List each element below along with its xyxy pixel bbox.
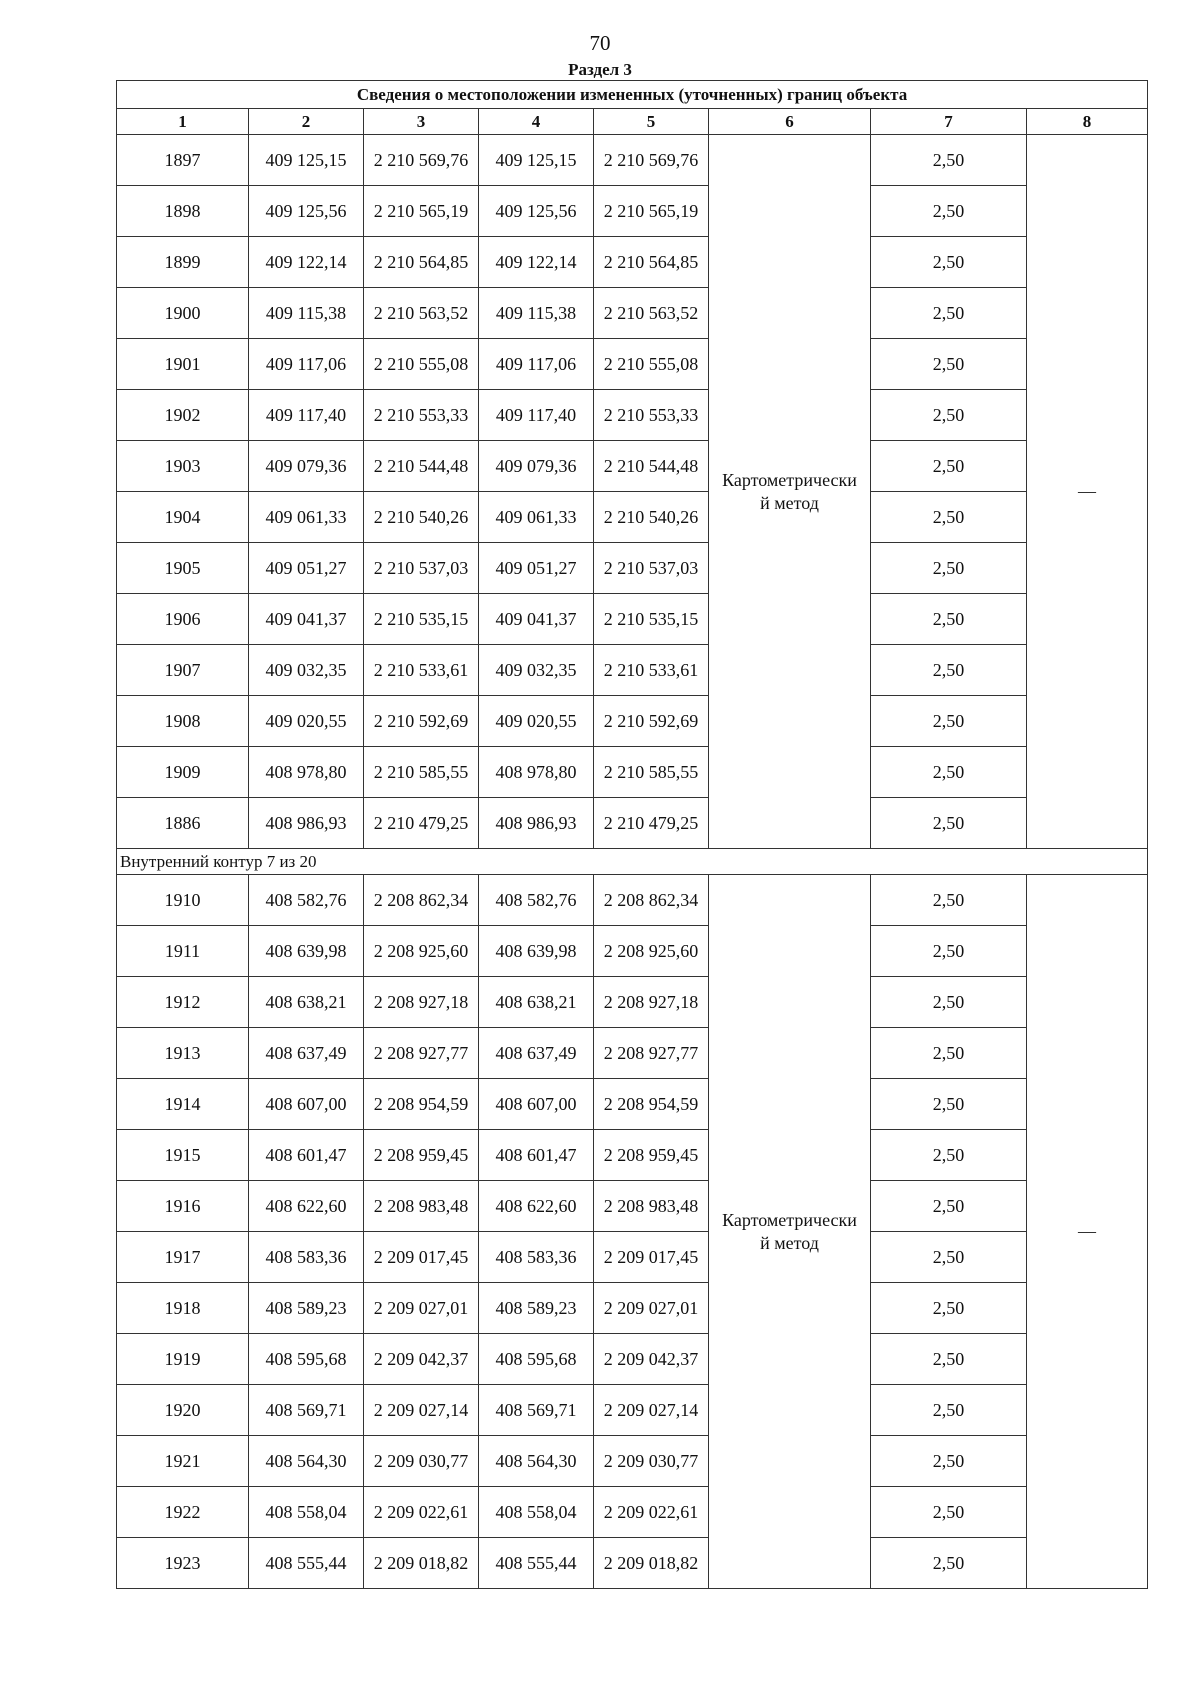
- x-new-cell: 408 555,44: [479, 1538, 594, 1589]
- y-new-cell: 2 210 592,69: [594, 696, 709, 747]
- contour-label: Внутренний контур 7 из 20: [117, 849, 1148, 875]
- point-number-cell: 1916: [117, 1181, 249, 1232]
- method-cell: [709, 135, 871, 849]
- x-old-cell: 409 032,35: [249, 645, 364, 696]
- y-new-cell: 2 209 042,37: [594, 1334, 709, 1385]
- y-old-cell: 2 210 564,85: [364, 237, 479, 288]
- accuracy-cell: 2,50: [871, 441, 1027, 492]
- y-old-cell: 2 210 535,15: [364, 594, 479, 645]
- contour-row: [117, 849, 1148, 875]
- accuracy-cell: 2,50: [871, 1334, 1027, 1385]
- x-old-cell: 408 595,68: [249, 1334, 364, 1385]
- y-new-cell: 2 210 564,85: [594, 237, 709, 288]
- y-new-cell: 2 210 537,03: [594, 543, 709, 594]
- y-old-cell: 2 209 027,01: [364, 1283, 479, 1334]
- table-row: [117, 1130, 1148, 1181]
- x-new-cell: 409 117,06: [479, 339, 594, 390]
- accuracy-cell: 2,50: [871, 696, 1027, 747]
- point-number-cell: 1908: [117, 696, 249, 747]
- x-new-cell: 408 978,80: [479, 747, 594, 798]
- x-new-cell: 409 117,40: [479, 390, 594, 441]
- x-old-cell: 408 607,00: [249, 1079, 364, 1130]
- column-header: 3: [364, 109, 479, 135]
- accuracy-cell: 2,50: [871, 1028, 1027, 1079]
- x-old-cell: 408 564,30: [249, 1436, 364, 1487]
- accuracy-cell: 2,50: [871, 1232, 1027, 1283]
- x-old-cell: 409 117,06: [249, 339, 364, 390]
- x-new-cell: 409 125,56: [479, 186, 594, 237]
- accuracy-cell: 2,50: [871, 543, 1027, 594]
- boundary-coordinates-table: [116, 80, 1148, 1589]
- point-number-cell: 1897: [117, 135, 249, 186]
- table-row: [117, 645, 1148, 696]
- table-row: [117, 390, 1148, 441]
- x-new-cell: 408 601,47: [479, 1130, 594, 1181]
- y-old-cell: 2 209 042,37: [364, 1334, 479, 1385]
- y-new-cell: 2 209 022,61: [594, 1487, 709, 1538]
- method-text: Картометрически: [722, 469, 857, 490]
- x-old-cell: 408 978,80: [249, 747, 364, 798]
- column-8-cell: —: [1027, 135, 1148, 849]
- y-new-cell: 2 208 983,48: [594, 1181, 709, 1232]
- y-new-cell: 2 208 927,77: [594, 1028, 709, 1079]
- y-old-cell: 2 210 555,08: [364, 339, 479, 390]
- method-text: й метод: [760, 492, 819, 513]
- y-new-cell: 2 210 535,15: [594, 594, 709, 645]
- table-row: [117, 288, 1148, 339]
- y-old-cell: 2 208 862,34: [364, 875, 479, 926]
- accuracy-cell: 2,50: [871, 1436, 1027, 1487]
- point-number-cell: 1919: [117, 1334, 249, 1385]
- table-row: [117, 1232, 1148, 1283]
- x-old-cell: 409 125,56: [249, 186, 364, 237]
- accuracy-cell: 2,50: [871, 1385, 1027, 1436]
- x-new-cell: 409 041,37: [479, 594, 594, 645]
- x-new-cell: 408 607,00: [479, 1079, 594, 1130]
- y-old-cell: 2 210 565,19: [364, 186, 479, 237]
- point-number-cell: 1901: [117, 339, 249, 390]
- accuracy-cell: 2,50: [871, 1079, 1027, 1130]
- x-new-cell: 408 589,23: [479, 1283, 594, 1334]
- table-row: [117, 875, 1148, 926]
- y-old-cell: 2 210 479,25: [364, 798, 479, 849]
- column-header: 4: [479, 109, 594, 135]
- x-old-cell: 408 569,71: [249, 1385, 364, 1436]
- table-row: [117, 747, 1148, 798]
- accuracy-cell: 2,50: [871, 645, 1027, 696]
- y-new-cell: 2 210 555,08: [594, 339, 709, 390]
- x-old-cell: 409 115,38: [249, 288, 364, 339]
- y-new-cell: 2 209 017,45: [594, 1232, 709, 1283]
- accuracy-cell: 2,50: [871, 1487, 1027, 1538]
- x-old-cell: 408 986,93: [249, 798, 364, 849]
- point-number-cell: 1903: [117, 441, 249, 492]
- x-old-cell: 408 601,47: [249, 1130, 364, 1181]
- accuracy-cell: 2,50: [871, 135, 1027, 186]
- column-header: 8: [1027, 109, 1148, 135]
- y-new-cell: 2 208 925,60: [594, 926, 709, 977]
- point-number-cell: 1905: [117, 543, 249, 594]
- accuracy-cell: 2,50: [871, 747, 1027, 798]
- point-number-cell: 1902: [117, 390, 249, 441]
- accuracy-cell: 2,50: [871, 492, 1027, 543]
- y-old-cell: 2 209 027,14: [364, 1385, 479, 1436]
- table-row: [117, 135, 1148, 186]
- accuracy-cell: 2,50: [871, 798, 1027, 849]
- point-number-cell: 1923: [117, 1538, 249, 1589]
- y-new-cell: 2 209 030,77: [594, 1436, 709, 1487]
- accuracy-cell: 2,50: [871, 1181, 1027, 1232]
- table-row: [117, 1181, 1148, 1232]
- y-new-cell: 2 210 533,61: [594, 645, 709, 696]
- column-header: 1: [117, 109, 249, 135]
- table-row: [117, 1538, 1148, 1589]
- table-row: [117, 1283, 1148, 1334]
- x-old-cell: 408 582,76: [249, 875, 364, 926]
- page-number: 70: [589, 31, 611, 55]
- point-number-cell: 1918: [117, 1283, 249, 1334]
- y-old-cell: 2 209 018,82: [364, 1538, 479, 1589]
- table-row: [117, 696, 1148, 747]
- y-new-cell: 2 208 862,34: [594, 875, 709, 926]
- table-row: [117, 1385, 1148, 1436]
- table-row: [117, 186, 1148, 237]
- y-old-cell: 2 210 592,69: [364, 696, 479, 747]
- x-old-cell: 408 583,36: [249, 1232, 364, 1283]
- x-new-cell: 408 564,30: [479, 1436, 594, 1487]
- point-number-cell: 1917: [117, 1232, 249, 1283]
- column-header: 6: [709, 109, 871, 135]
- y-old-cell: 2 210 585,55: [364, 747, 479, 798]
- x-old-cell: 408 555,44: [249, 1538, 364, 1589]
- accuracy-cell: 2,50: [871, 288, 1027, 339]
- x-old-cell: 409 122,14: [249, 237, 364, 288]
- y-old-cell: 2 208 954,59: [364, 1079, 479, 1130]
- y-old-cell: 2 210 569,76: [364, 135, 479, 186]
- y-old-cell: 2 209 030,77: [364, 1436, 479, 1487]
- point-number-cell: 1909: [117, 747, 249, 798]
- x-old-cell: 408 622,60: [249, 1181, 364, 1232]
- table-row: [117, 339, 1148, 390]
- table-row: [117, 492, 1148, 543]
- accuracy-cell: 2,50: [871, 594, 1027, 645]
- column-header: 5: [594, 109, 709, 135]
- accuracy-cell: 2,50: [871, 1538, 1027, 1589]
- y-old-cell: 2 210 537,03: [364, 543, 479, 594]
- table-row: [117, 1334, 1148, 1385]
- accuracy-cell: 2,50: [871, 1130, 1027, 1181]
- y-new-cell: 2 210 565,19: [594, 186, 709, 237]
- column-header: 7: [871, 109, 1027, 135]
- point-number-cell: 1914: [117, 1079, 249, 1130]
- point-number-cell: 1922: [117, 1487, 249, 1538]
- point-number-cell: 1907: [117, 645, 249, 696]
- y-new-cell: 2 210 544,48: [594, 441, 709, 492]
- point-number-cell: 1921: [117, 1436, 249, 1487]
- y-old-cell: 2 210 563,52: [364, 288, 479, 339]
- x-old-cell: 408 637,49: [249, 1028, 364, 1079]
- y-new-cell: 2 209 027,01: [594, 1283, 709, 1334]
- accuracy-cell: 2,50: [871, 237, 1027, 288]
- table-body: [117, 81, 1148, 1589]
- table-row: [117, 798, 1148, 849]
- y-new-cell: 2 208 954,59: [594, 1079, 709, 1130]
- y-new-cell: 2 210 563,52: [594, 288, 709, 339]
- accuracy-cell: 2,50: [871, 875, 1027, 926]
- point-number-cell: 1898: [117, 186, 249, 237]
- accuracy-cell: 2,50: [871, 1283, 1027, 1334]
- y-old-cell: 2 209 017,45: [364, 1232, 479, 1283]
- y-new-cell: 2 210 540,26: [594, 492, 709, 543]
- x-new-cell: 408 637,49: [479, 1028, 594, 1079]
- x-new-cell: 408 569,71: [479, 1385, 594, 1436]
- y-old-cell: 2 208 927,18: [364, 977, 479, 1028]
- x-new-cell: 408 986,93: [479, 798, 594, 849]
- x-new-cell: 408 638,21: [479, 977, 594, 1028]
- x-new-cell: 409 122,14: [479, 237, 594, 288]
- accuracy-cell: 2,50: [871, 390, 1027, 441]
- y-old-cell: 2 210 540,26: [364, 492, 479, 543]
- x-old-cell: 409 041,37: [249, 594, 364, 645]
- accuracy-cell: 2,50: [871, 977, 1027, 1028]
- y-new-cell: 2 209 018,82: [594, 1538, 709, 1589]
- x-new-cell: 409 061,33: [479, 492, 594, 543]
- point-number-cell: 1915: [117, 1130, 249, 1181]
- table-row: [117, 1079, 1148, 1130]
- point-number-cell: 1906: [117, 594, 249, 645]
- table-row: [117, 1028, 1148, 1079]
- x-old-cell: 409 125,15: [249, 135, 364, 186]
- accuracy-cell: 2,50: [871, 926, 1027, 977]
- y-old-cell: 2 209 022,61: [364, 1487, 479, 1538]
- x-old-cell: 408 639,98: [249, 926, 364, 977]
- x-new-cell: 409 079,36: [479, 441, 594, 492]
- accuracy-cell: 2,50: [871, 339, 1027, 390]
- y-old-cell: 2 208 983,48: [364, 1181, 479, 1232]
- method-text: й метод: [760, 1232, 819, 1253]
- x-new-cell: 409 032,35: [479, 645, 594, 696]
- x-new-cell: 408 583,36: [479, 1232, 594, 1283]
- x-new-cell: 409 051,27: [479, 543, 594, 594]
- x-old-cell: 409 061,33: [249, 492, 364, 543]
- table-title: Сведения о местоположении измененных (уточненных) границ объекта: [117, 81, 1148, 109]
- y-old-cell: 2 208 959,45: [364, 1130, 479, 1181]
- column-8-cell: —: [1027, 875, 1148, 1589]
- x-new-cell: 409 125,15: [479, 135, 594, 186]
- y-new-cell: 2 208 927,18: [594, 977, 709, 1028]
- y-old-cell: 2 208 925,60: [364, 926, 479, 977]
- method-cell: [709, 875, 871, 1589]
- x-old-cell: 408 558,04: [249, 1487, 364, 1538]
- column-header: 2: [249, 109, 364, 135]
- x-new-cell: 408 639,98: [479, 926, 594, 977]
- y-new-cell: 2 210 479,25: [594, 798, 709, 849]
- point-number-cell: 1911: [117, 926, 249, 977]
- x-old-cell: 409 079,36: [249, 441, 364, 492]
- table-row: [117, 926, 1148, 977]
- x-new-cell: 409 020,55: [479, 696, 594, 747]
- x-old-cell: 408 638,21: [249, 977, 364, 1028]
- y-old-cell: 2 210 553,33: [364, 390, 479, 441]
- point-number-cell: 1886: [117, 798, 249, 849]
- table-row: [117, 1487, 1148, 1538]
- point-number-cell: 1910: [117, 875, 249, 926]
- point-number-cell: 1899: [117, 237, 249, 288]
- section-title: Раздел 3: [568, 60, 632, 79]
- y-old-cell: 2 208 927,77: [364, 1028, 479, 1079]
- method-text: Картометрически: [722, 1209, 857, 1230]
- point-number-cell: 1900: [117, 288, 249, 339]
- x-old-cell: 409 051,27: [249, 543, 364, 594]
- y-new-cell: 2 209 027,14: [594, 1385, 709, 1436]
- table-title-row: [117, 81, 1148, 109]
- column-header-row: [117, 109, 1148, 135]
- y-new-cell: 2 208 959,45: [594, 1130, 709, 1181]
- point-number-cell: 1904: [117, 492, 249, 543]
- y-old-cell: 2 210 544,48: [364, 441, 479, 492]
- table-row: [117, 594, 1148, 645]
- x-new-cell: 408 582,76: [479, 875, 594, 926]
- accuracy-cell: 2,50: [871, 186, 1027, 237]
- x-old-cell: 409 020,55: [249, 696, 364, 747]
- x-new-cell: 409 115,38: [479, 288, 594, 339]
- y-new-cell: 2 210 553,33: [594, 390, 709, 441]
- table-row: [117, 977, 1148, 1028]
- y-new-cell: 2 210 585,55: [594, 747, 709, 798]
- table-row: [117, 237, 1148, 288]
- x-old-cell: 409 117,40: [249, 390, 364, 441]
- point-number-cell: 1912: [117, 977, 249, 1028]
- point-number-cell: 1920: [117, 1385, 249, 1436]
- x-old-cell: 408 589,23: [249, 1283, 364, 1334]
- point-number-cell: 1913: [117, 1028, 249, 1079]
- table-row: [117, 543, 1148, 594]
- y-new-cell: 2 210 569,76: [594, 135, 709, 186]
- x-new-cell: 408 558,04: [479, 1487, 594, 1538]
- x-new-cell: 408 622,60: [479, 1181, 594, 1232]
- table-row: [117, 1436, 1148, 1487]
- y-old-cell: 2 210 533,61: [364, 645, 479, 696]
- table-row: [117, 441, 1148, 492]
- x-new-cell: 408 595,68: [479, 1334, 594, 1385]
